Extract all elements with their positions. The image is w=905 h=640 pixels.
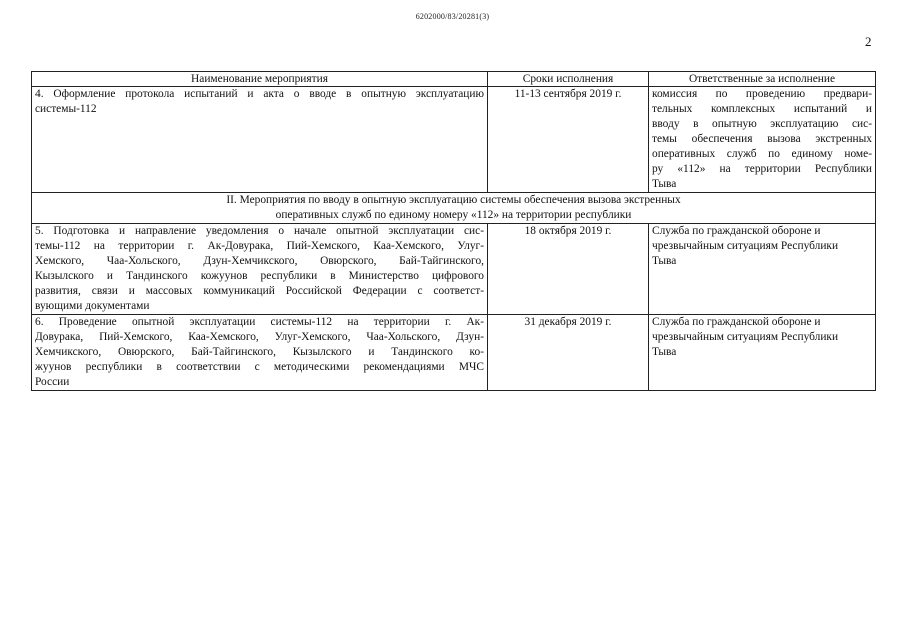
section-heading-row (32, 193, 876, 224)
responsible-line: оперативных служб по единому номе- (652, 148, 872, 160)
responsible-line: вводу в опытную эксплуатацию сис- (652, 118, 872, 130)
activity-line: 6. Проведение опытной эксплуатации системы-112 на территории г. Ак- (35, 316, 484, 328)
activity-line: России (35, 376, 70, 388)
deadline-cell: 18 октября 2019 г. (488, 224, 649, 315)
responsible-line: чрезвычайным ситуациям Республики (652, 240, 839, 252)
responsible-line: Тыва (652, 178, 677, 190)
deadline-cell: 11-13 сентября 2019 г. (488, 87, 649, 193)
responsible-line: тельных комплексных испытаний и (652, 103, 872, 115)
activity-cell (32, 87, 488, 193)
table-header-row (32, 72, 876, 87)
activity-line: Хемского, Чаа-Хольского, Дзун-Хемчикского, Овюрского, Бай-Тайгинского, (35, 255, 484, 267)
column-header-responsible: Ответственные за исполнение (649, 72, 876, 87)
activity-line: жуунов республики в соответствии с методическими рекомендациями МЧС (35, 361, 484, 373)
responsible-line: комиссия по проведению предвари- (652, 88, 872, 100)
activity-line: Кызылского и Тандинского кожуунов республики в Министерство цифрового (35, 270, 484, 282)
page-number: 2 (865, 34, 872, 49)
activity-line: развития, связи и массовых коммуникаций Российской Федерации с соответст- (35, 285, 484, 297)
section-heading-line: оперативных служб по единому номеру «112» на территории республики (275, 209, 632, 221)
activity-line: 5. Подготовка и направление уведомления о начале опытной эксплуатации сис- (35, 225, 484, 237)
activity-line: Довурака, Пий-Хемского, Каа-Хемского, Улуг-Хемского, Чаа-Хольского, Дзун- (35, 331, 484, 343)
section-heading-line: II. Мероприятия по вводу в опытную эксплуатацию системы обеспечения вызова экстренных (226, 194, 681, 206)
table-row-5 (32, 224, 876, 315)
section-heading (32, 193, 876, 224)
activity-line: Хемчикского, Овюрского, Бай-Тайгинского, Кызылского и Тандинского ко- (35, 346, 484, 358)
responsible-line: Тыва (652, 255, 677, 267)
activities-table (31, 71, 876, 391)
column-header-deadline: Сроки исполнения (488, 72, 649, 87)
column-header-activity: Наименование мероприятия (32, 72, 488, 87)
responsible-line: Тыва (652, 346, 677, 358)
responsible-cell (649, 315, 876, 391)
activity-cell (32, 315, 488, 391)
activity-line: темы-112 на территории г. Ак-Довурака, Пий-Хемского, Каа-Хемского, Улуг- (35, 240, 484, 252)
responsible-cell (649, 224, 876, 315)
table-row-4 (32, 87, 876, 193)
responsible-line: Служба по гражданской обороне и (652, 316, 821, 328)
responsible-line: ру «112» на территории Республики (652, 163, 872, 175)
table-row-6 (32, 315, 876, 391)
activity-line: 4. Оформление протокола испытаний и акта о вводе в опытную эксплуатацию (35, 88, 484, 100)
activity-cell (32, 224, 488, 315)
responsible-line: Служба по гражданской обороне и (652, 225, 821, 237)
document-code: 6202000/83/20281(3) (415, 12, 490, 21)
responsible-line: чрезвычайным ситуациям Республики (652, 331, 839, 343)
activity-line: системы-112 (35, 103, 97, 115)
responsible-line: темы обеспечения вызова экстренных (652, 133, 872, 145)
activity-line: вующими документами (35, 300, 150, 312)
deadline-cell: 31 декабря 2019 г. (488, 315, 649, 391)
responsible-cell (649, 87, 876, 193)
